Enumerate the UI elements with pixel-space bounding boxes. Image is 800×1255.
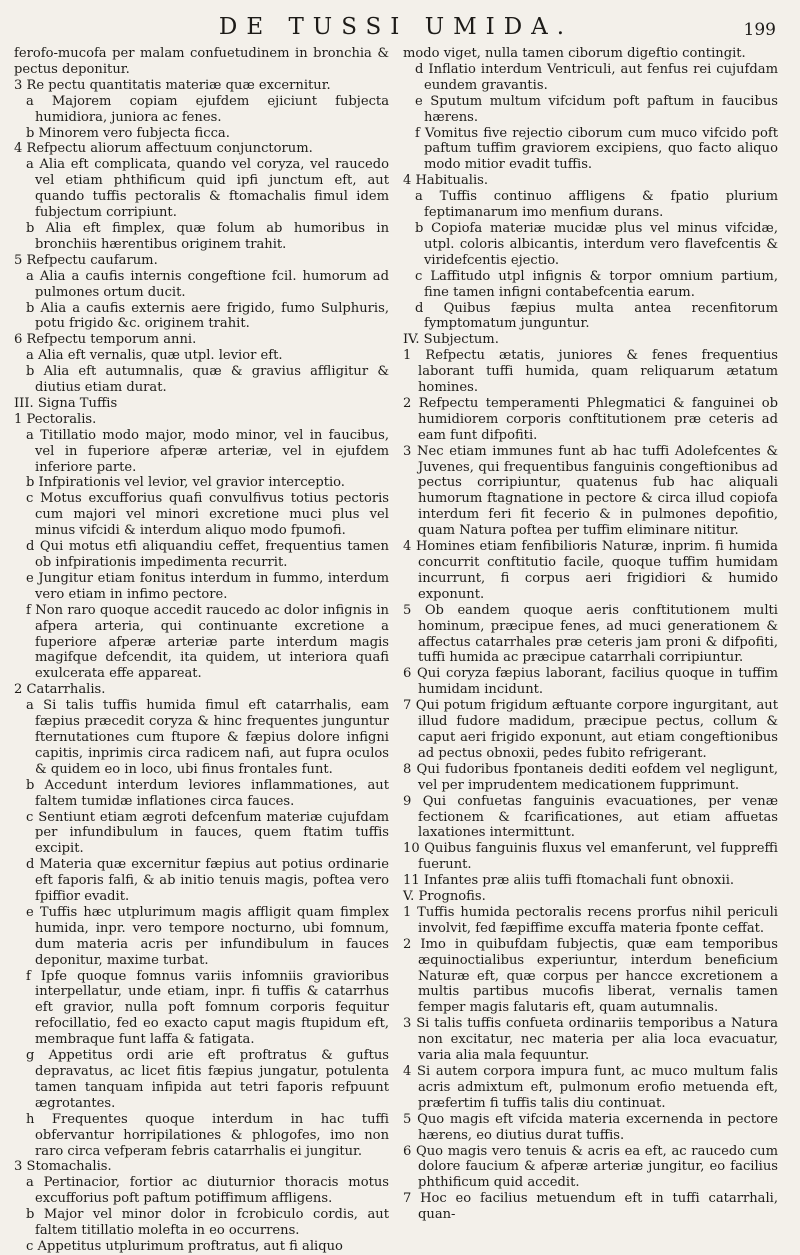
lettered-item: e Tuffis hæc utplurimum magis affligit quam fimplex humida, inpr. vero tempore nocturno, ubi fomnum, dum materia acris per infundibulum in fauces deponitur, maxime turbat.: [26, 904, 389, 968]
left-column: [14, 46, 389, 1255]
lettered-item: b Alia a caufis externis aere frigido, fumo Sulphuris, potu frigido &c. originem trahit.: [26, 300, 389, 332]
lettered-item: f Non raro quoque accedit raucedo ac dolor infignis in afpera arteria, qui continuante excretione a fuperiore afperæ arteriæ parte interdum magis magifque defcendit, ita quidem, ut interiora quafi exulcerata effe appareat.: [26, 602, 389, 682]
lettered-item: a Pertinacior, fortior ac diuturnior thoracis motus excufforius poft paftum potiffimum affligens.: [26, 1175, 389, 1207]
lettered-item: c Motus excufforius quafi convulfivus totius pectoris cum majori vel minori excretione muci plus vel minus vifcidi & interdum aliquo modo fpumofi.: [26, 491, 389, 539]
lettered-item: d Inflatio interdum Ventriculi, aut fenfus rei cujufdam eundem gravantis.: [415, 61, 778, 93]
lettered-item: b Copiofa materiæ mucidæ plus vel minus vifcidæ, utpl. coloris albicantis, interdum vero flavefcentis & viridefcentis ejectio.: [415, 220, 778, 268]
lettered-item: d Qui motus etfi aliquandiu ceffet, frequentius tamen ob infpirationis impedimenta recurrit.: [26, 539, 389, 570]
lettered-item: a Alia eft vernalis, quæ utpl. levior eft.: [26, 348, 283, 364]
lettered-item: a Alia eft complicata, quando vel coryza, vel raucedo vel etiam phthificum quid ipfi junctum eft, aut quando tuffis pectoralis & ftomachalis fimul idem fubjectum corripiunt.: [26, 157, 389, 221]
section-heading: V. Prognofis.: [403, 889, 486, 905]
lettered-item: e Jungitur etiam fonitus interdum in fummo, interdum vero etiam in infimo pectore.: [26, 570, 389, 602]
lettered-item: a Alia a caufis internis congeftione fcil. humorum ad pulmones ortum ducit.: [26, 268, 389, 300]
numbered-item: 4 Habitualis.: [403, 173, 489, 189]
lettered-item: f Vomitus five rejectio ciborum cum muco vifcido poft paftum tuffim graviorem excipiens, quo facto aliquo modo mitior evadit tuffis.: [415, 125, 778, 173]
page-number: 199: [743, 20, 776, 40]
paragraph-continuation: ferofo-mucofa per malam confuetudinem in bronchia & pectus deponitur.: [14, 46, 389, 77]
lettered-item: a Si talis tuffis humida fimul eft catarrhalis, eam fæpius præcedit coryza & hinc frequentes junguntur fternutationes cum ftupore & fæpius dolore infigni capitis, inprimis circa radicem nafi, aut fupra oculos & quidem eo in loco, ubi finus frontales funt.: [26, 698, 389, 777]
page-header: [14, 12, 778, 46]
numbered-item: 6 Refpectu temporum anni.: [14, 332, 197, 348]
lettered-item: c Sentiunt etiam ægroti defcenfum materiæ cujufdam per infundibulum in fauces, quem ftatim tuffis excipit.: [26, 809, 389, 857]
numbered-item: 6 Quo magis vero tenuis & acris ea eft, ac raucedo cum dolore faucium & afperæ arteriæ jungitur, eo facilius phthificum quid accedit.: [403, 1143, 778, 1191]
lettered-item: b Minorem vero fubjecta ficca.: [26, 125, 230, 141]
numbered-item: 2 Imo in quibufdam fubjectis, quæ eam temporibus æquinoctialibus experiuntur, interdum beneficium Naturæ eft, quæ corpus per hancce excretionem a multis partibus mucofis liberat, vernalis tamen femper magis falutaris eft, quam autumnalis.: [403, 936, 778, 1016]
numbered-item: 7 Qui potum frigidum æftuante corpore ingurgitant, aut illud fudore madidum, præcipue pectus, collum & caput aeri frigido exponunt, aut etiam congeftionibus ad pectus obnoxii, pedes fubito refrigerant.: [403, 698, 778, 761]
lettered-item: d Materia quæ excernitur fæpius aut potius ordinarie eft faporis falfi, & ab initio tenuis magis, poftea vero fpiffior evadit.: [26, 857, 389, 905]
section-heading: III. Signa Tuffis: [14, 395, 118, 411]
numbered-item: 1 Pectoralis.: [14, 411, 97, 427]
numbered-item: 3 Stomachalis.: [14, 1159, 112, 1175]
lettered-item: d Quibus fæpius multa antea recenfitorum fymptomatum junguntur.: [415, 300, 778, 332]
numbered-item: 3 Re pectu quantitatis materiæ quæ excernitur.: [14, 77, 331, 93]
numbered-item: 1 Refpectu ætatis, juniores & fenes frequentius laborant tuffi humida, quam reliquarum ætatum homines.: [403, 348, 778, 396]
right-column: [403, 46, 778, 1255]
numbered-item: 4 Homines etiam fenfibilioris Naturæ, inprim. fi humida concurrit conftitutio facile, quoque tuffim humidam incurrunt, fi corpus aeri frigidiori & humido exponunt.: [403, 539, 778, 602]
numbered-item: 4 Refpectu aliorum affectuum conjunctorum.: [14, 141, 313, 157]
lettered-item: b Accedunt interdum leviores inflammationes, aut faltem tumidæ inflationes circa fauces.: [26, 777, 389, 809]
numbered-item: 3 Si talis tuffis confueta ordinariis temporibus a Natura non excitatur, nec materia per alia loca evacuatur, varia alia mala fequuntur.: [403, 1016, 778, 1064]
numbered-item: 5 Quo magis eft vifcida materia excernenda in pectore hærens, eo diutius durat tuffis.: [403, 1111, 778, 1143]
lettered-item: a Majorem copiam ejufdem ejiciunt fubjecta humidiora, juniora ac fenes.: [26, 93, 389, 125]
numbered-item: 4 Si autem corpora impura funt, ac muco multum falis acris admixtum eft, pulmonum erofio metuenda eft, præfertim fi tuffis talis diu continuat.: [403, 1064, 778, 1111]
running-title: DE TUSSI UMIDA.: [218, 14, 574, 40]
numbered-item: 5 Ob eandem quoque aeris conftitutionem multi hominum, præcipue fenes, ad muci generationem & affectus catarrhales præ ceteris jam proni & difpofiti, tuffi humida ac præcipue catarrhali corripiuntur.: [403, 602, 778, 666]
lettered-item: h Frequentes quoque interdum in hac tuffi obfervantur horripilationes & phlogofes, imo non raro circa vefperam febris catarrhalis ei jungitur.: [26, 1111, 389, 1159]
numbered-item: 5 Refpectu caufarum.: [14, 252, 158, 268]
text-columns: [14, 46, 778, 1255]
numbered-item: 3 Nec etiam immunes funt ab hac tuffi Adolefcentes & Juvenes, qui frequentibus fanguinis congeftionibus ad pectus corripiuntur, quatenus fub hac aliquali humorum ftagnatione in pectore & circa illud copiofa interdum feri fit fecerio & in pulmones depofitio, quam Natura poftea per tuffim eliminare nititur.: [403, 443, 778, 539]
numbered-item: 8 Qui fudoribus fpontaneis dediti eofdem vel negligunt, vel per imprudentem medicationem fupprimunt.: [403, 761, 778, 793]
numbered-item: 10 Quibus fanguinis fluxus vel emanferunt, vel fuppreffi fuerunt.: [403, 841, 778, 873]
lettered-item: f Ipfe quoque fomnus variis infomniis gravioribus interpellatur, unde etiam, inpr. fi tuffis & catarrhus eft gravior, nulla poft fomnum corporis fequitur refocillatio, fed eo exacto caput magis ftupidum eft, membraque funt laffa & fatigata.: [26, 968, 389, 1048]
lettered-item: a Tuffis continuo affligens & fpatio plurium feptimanarum imo menfium durans.: [415, 189, 778, 221]
numbered-item: 9 Qui confuetas fanguinis evacuationes, per venæ fectionem & fcarificationes, aut etiam affuetas laxationes intermittunt.: [403, 793, 778, 841]
numbered-item: 7 Hoc eo facilius metuendum eft in tuffi catarrhali, quan-: [403, 1191, 778, 1223]
numbered-item: 6 Qui coryza fæpius laborant, facilius quoque in tuffim humidam incidunt.: [403, 666, 778, 698]
numbered-item: 1 Tuffis humida pectoralis recens prorfus nihil periculi involvit, fed fæpiffime excuffa materia fponte ceffat.: [403, 904, 778, 936]
numbered-item: 11 Infantes præ aliis tuffi ftomachali funt obnoxii.: [403, 873, 735, 889]
lettered-item: a Titillatio modo major, modo minor, vel in faucibus, vel in fuperiore afperæ arteriæ, vel in ejufdem inferiore parte.: [26, 427, 389, 475]
lettered-item: b Major vel minor dolor in fcrobiculo cordis, aut faltem titillatio molefta in eo occurrens.: [26, 1207, 389, 1239]
lettered-item: g Appetitus ordi arie eft proftratus & guftus depravatus, ac licet fitis fæpius jungatur, potulenta tamen tanquam infipida aut tetri faporis refpuunt ægrotantes.: [26, 1048, 389, 1111]
lettered-item: b Infpirationis vel levior, vel gravior interceptio.: [26, 475, 345, 491]
section-heading: IV. Subjectum.: [403, 332, 499, 348]
lettered-item: b Alia eft autumnalis, quæ & gravius affligitur & diutius etiam durat.: [26, 364, 389, 396]
paragraph-continuation: modo viget, nulla tamen ciborum digeftio contingit.: [403, 46, 746, 61]
numbered-item: 2 Refpectu temperamenti Phlegmatici & fanguinei ob humidiorem corporis conftitutionem præ ceteris ad eam funt difpofiti.: [403, 395, 778, 443]
lettered-item: c Laffitudo utpl infignis & torpor omnium partium, fine tamen infigni contabefcentia earum.: [415, 268, 778, 300]
lettered-item: b Alia eft fimplex, quæ folum ab humoribus in bronchiis hærentibus originem trahit.: [26, 220, 389, 252]
numbered-item: 2 Catarrhalis.: [14, 682, 106, 698]
lettered-item: c Appetitus utplurimum proftratus, aut fi aliquo: [26, 1238, 343, 1254]
lettered-item: e Sputum multum vifcidum poft paftum in faucibus hærens.: [415, 93, 778, 125]
